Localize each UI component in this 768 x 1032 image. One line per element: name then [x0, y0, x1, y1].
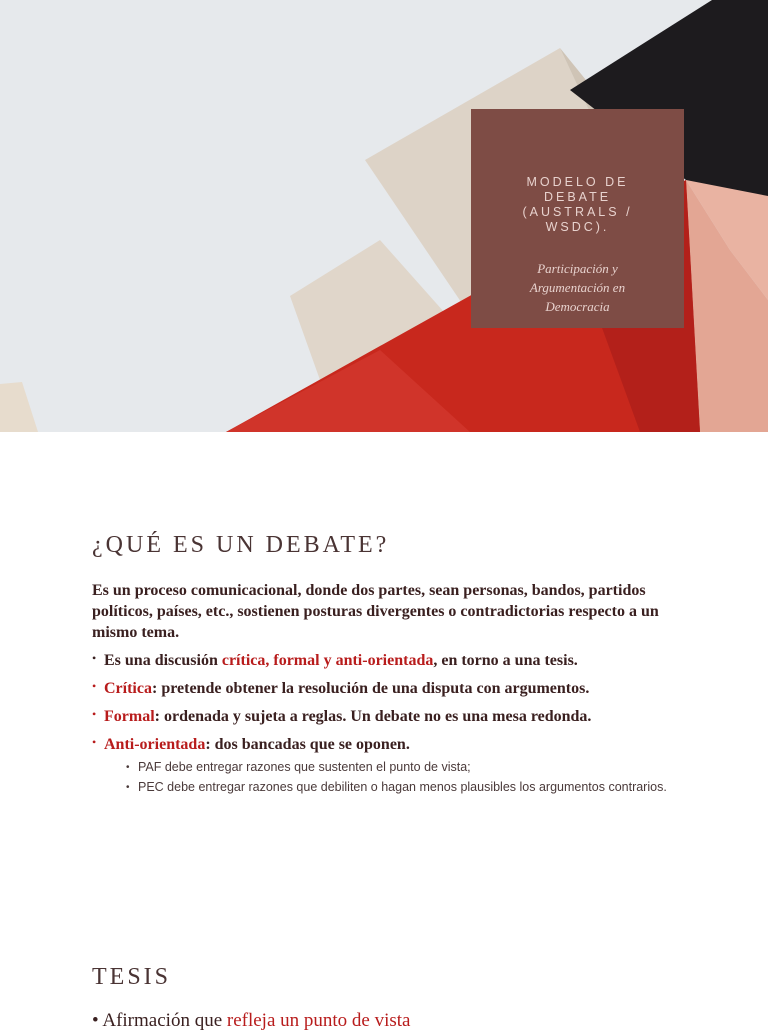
bullet-icon: •	[92, 1010, 103, 1031]
sub-bullet-list	[104, 758, 692, 797]
tesis-first-bullet	[92, 1010, 410, 1032]
section-heading-debate: ¿QUÉ ES UN DEBATE?	[92, 532, 390, 558]
bullet-icon: •	[92, 651, 97, 665]
bullet-icon: •	[126, 782, 130, 793]
bullet-text: : dos bancadas que se oponen.	[205, 736, 410, 753]
presentation-subtitle: Participación y Argumentación en Democracia	[529, 261, 626, 314]
bullet-text: Es una discusión	[104, 652, 222, 669]
bullet-term: Anti-orientada	[104, 736, 206, 753]
section-heading-tesis: TESIS	[92, 964, 172, 990]
bullet-icon: •	[126, 762, 130, 773]
bullet-item	[92, 706, 692, 727]
bullet-text: : ordenada y sujeta a reglas. Un debate no es una mesa redonda.	[154, 708, 592, 725]
tesis-highlight: refleja un punto de vista	[226, 1010, 411, 1031]
bullet-highlight: crítica, formal y anti-orientada	[221, 652, 434, 669]
bullet-term: Crítica	[104, 680, 152, 697]
hero-image	[0, 0, 768, 432]
tesis-text: Afirmación que	[102, 1010, 227, 1031]
sub-bullet-text: PAF debe entregar razones que sustenten el punto de vista;	[138, 760, 471, 774]
bullet-list	[92, 650, 692, 798]
bullet-item	[92, 678, 692, 699]
bullet-item	[92, 650, 692, 671]
sub-bullet-item	[126, 778, 692, 797]
bullet-icon: •	[92, 679, 97, 693]
sub-bullet-item	[126, 758, 692, 777]
sub-bullet-text: PEC debe entregar razones que debiliten o hagan menos plausibles los argumentos contrarios.	[138, 780, 667, 794]
bullet-text: : pretende obtener la resolución de una disputa con argumentos.	[151, 680, 590, 697]
bullet-icon: •	[92, 735, 97, 749]
bullet-icon: •	[92, 707, 97, 721]
bullet-term: Formal	[104, 708, 155, 725]
presentation-title: MODELO DE DEBATE (AUSTRALS / WSDC).	[522, 175, 633, 234]
intro-paragraph: Es un proceso comunicacional, donde dos partes, sean personas, bandos, partidos políticos, países, etc., sostienen posturas divergentes o contradictorias respecto a un mismo tema.	[92, 582, 659, 641]
title-box	[471, 109, 684, 328]
bullet-item	[92, 734, 692, 797]
bullet-text: , en torno a una tesis.	[433, 652, 578, 669]
